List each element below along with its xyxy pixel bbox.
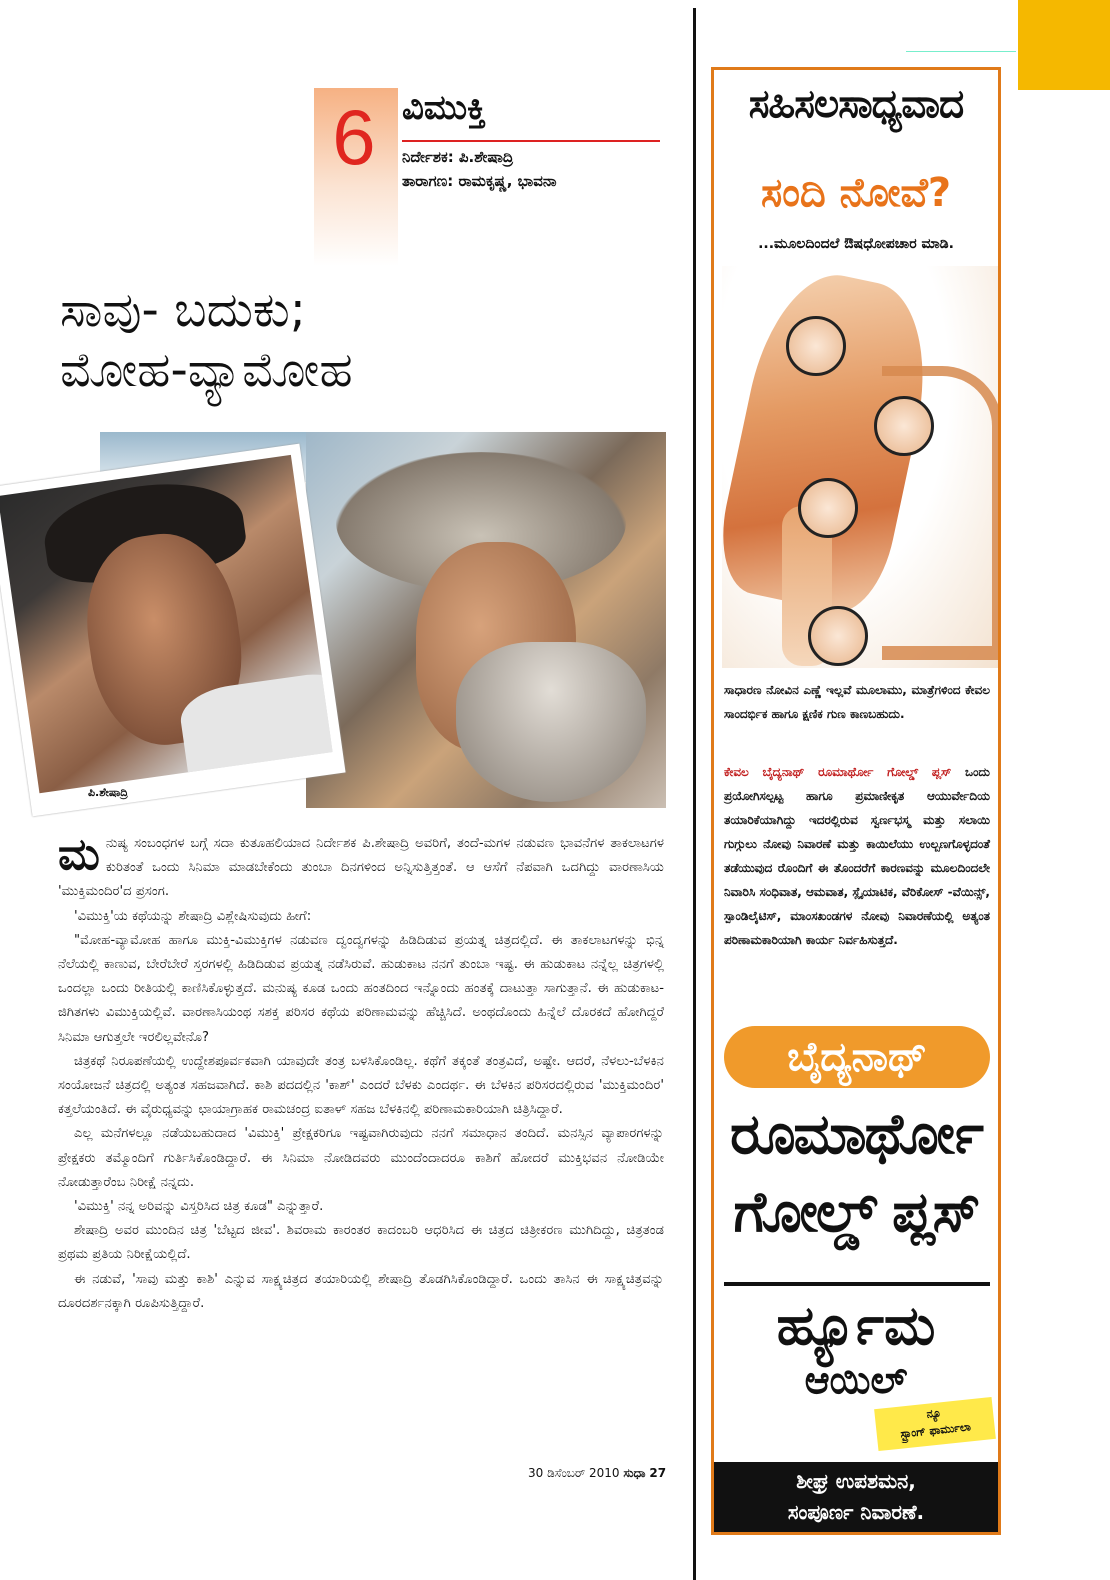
corner-tab bbox=[1018, 0, 1110, 90]
film-title: ವಿಮುಕ್ತಿ bbox=[402, 88, 486, 128]
ad-headline-2: ಸಂದಿ ನೋವೆ? bbox=[760, 170, 952, 216]
page-footer bbox=[528, 1466, 666, 1481]
paragraph-4: ಚಿತ್ರಕಥೆ ನಿರೂಪಣೆಯಲ್ಲಿ ಉದ್ದೇಶಪೂರ್ವಕವಾಗಿ ಯಾವುದೇ ತಂತ್ರ ಬಳಸಿಕೊಂಡಿಲ್ಲ. ಕಥೆಗೆ ತಕ್ಕಂತೆ ತಂತ್ರವಿದೆ, ಅಷ್ಟೇ. ಆದರೆ, ನೆಳಲು-ಬೆಳಕಿನ ಸಂಯೋಜನೆ ಚಿತ್ರದಲ್ಲಿ ಅತ್ಯಂತ ಸಹಜವಾಗಿದೆ. ಕಾಶಿ ಪದದಲ್ಲಿನ 'ಕಾಶ್' ಎಂದರೆ ಬೆಳಕು ಎಂದರ್ಥ. ಈ ಬೆಳಕಿನ ಪರಿಸರದಲ್ಲಿರುವ 'ಮುಕ್ತಿಮಂದಿರ' ಕತ್ತಲೆಯಂತಿದೆ. ಈ ವೈರುಧ್ಯವನ್ನು ಛಾಯಾಗ್ರಾಹಕ ರಾಮಚಂದ್ರ ಐತಾಳ್ ಸಹಜ ಬೆಳಕಿನಲ್ಲಿ ಪರಿಣಾಮಕಾರಿಯಾಗಿ ಚಿತ್ರಿಸಿದ್ದಾರೆ. bbox=[58, 1053, 664, 1118]
ad-paragraph-1: ಸಾಧಾರಣ ನೋವಿನ ಎಣ್ಣೆ ಇಲ್ಲವೆ ಮೂಲಾಮು, ಮಾತ್ರೆಗಳಿಂದ ಕೇವಲ ಸಾಂದರ್ಭಿಕ ಹಾಗೂ ಕ್ಷಣಿಕ ಗುಣ ಕಾಣಬಹುದು. bbox=[724, 683, 990, 721]
drop-cap: ಮ bbox=[58, 829, 100, 880]
corner-line bbox=[906, 51, 1016, 52]
footer-magazine: ಸುಧಾ bbox=[623, 1466, 646, 1480]
product-3-line-2: ಆಯಿಲ್ bbox=[804, 1358, 908, 1402]
joint-circle-icon bbox=[786, 316, 846, 376]
director-photo bbox=[0, 444, 346, 817]
ad-illustration bbox=[722, 266, 998, 668]
headline-line-1: ಸಾವು- ಬದುಕು; bbox=[60, 282, 306, 338]
column-divider bbox=[693, 8, 696, 1580]
ad-paragraph-2: ಕೇವಲ ಬೈದ್ಯನಾಥ್ ರೂಮಾರ್ಥೋ ಗೋಲ್ಡ್ ಪ್ಲಸ್ ಒಂದು ಪ್ರಯೋಗಿಸಲ್ಪಟ್ಟ ಹಾಗೂ ಪ್ರಮಾಣೀಕೃತ ಆಯುರ್ವೇದಿಯ ತಯಾರಿಕೆಯಾಗಿದ್ದು ಇದರಲ್ಲಿರುವ ಸ್ವರ್ಣಭಸ್ಮ ಮತ್ತು ಸಲಾಯಿ ಗುಗ್ಗುಲು ನೋವು ನಿವಾರಣೆ ಮತ್ತು ಕಾಯಿಲೆಯು ಉಲ್ಬಣಗೊಳ್ಳದಂತೆ ತಡೆಯುವುದ ರೊಂದಿಗೆ ಈ ತೊಂದರೆಗೆ ಕಾರಣವನ್ನು ಮೂಲದಿಂದಲೇ ನಿವಾರಿಸಿ ಸಂಧಿವಾತ, ಆಮವಾತ, ಸ್ಲೈಯಾಟಿಕ, ವೆರಿಕೋಸ್ -ವೆಯಿನ್ಸ್, ಸ್ಪಾಂಡಿಲೈಟಿಸ್, ಮಾಂಸಖಂಡಗಳ ನೋವು ನಿವಾರಣೆಯಲ್ಲಿ ಅತ್ಯಂತ ಪರಿಣಾಮಕಾರಿಯಾಗಿ ಕಾರ್ಯ ನಿರ್ವಹಿಸುತ್ತದೆ. bbox=[724, 765, 990, 947]
new-formula-sticker: ನ್ಯೂ ಸ್ಟ್ರಾಂಗ್ ಫಾರ್ಮುಲಾ bbox=[874, 1397, 996, 1451]
headline-line-2: ಮೋಹ-ವ್ಯಾಮೋಹ bbox=[60, 342, 353, 398]
ad-tagline: ...ಮೂಲದಿಂದಲೆ ಔಷಧೋಪಚಾರ ಮಾಡಿ. bbox=[758, 236, 954, 252]
ad-bottom-banner bbox=[714, 1462, 998, 1535]
product-3-line-1: ರ್ಹ್ಯೂಮ bbox=[776, 1294, 936, 1357]
footer-date: 30 ಡಿಸೆಂಬರ್ 2010 bbox=[528, 1466, 620, 1480]
cast-credit: ತಾರಾಗಣ: ರಾಮಕೃಷ್ಣ, ಭಾವನಾ bbox=[402, 172, 557, 190]
brand-logo: ಬೈದ್ಯನಾಥ್ bbox=[724, 1026, 990, 1088]
paragraph-6: 'ವಿಮುಕ್ತಿ' ನನ್ನ ಅರಿವನ್ನು ವಿಸ್ತರಿಸಿದ ಚಿತ್ರ ಕೂಡ" ಎನ್ನುತ್ತಾರೆ. bbox=[74, 1199, 324, 1215]
director-credit: ನಿರ್ದೇಶಕ: ಪಿ.ಶೇಷಾದ್ರಿ bbox=[402, 148, 514, 166]
advertisement bbox=[711, 67, 1001, 1535]
product-name-line-1: ರೂಮಾರ್ಥೋ bbox=[730, 1102, 982, 1167]
ad-headline-1: ಸಹಿಸಲಸಾಧ್ಯವಾದ bbox=[748, 82, 964, 127]
bottom-line-1: ಶೀಘ್ರ ಉಪಶಮನ, bbox=[796, 1469, 916, 1493]
paragraph-7: ಶೇಷಾದ್ರಿ ಅವರ ಮುಂದಿನ ಚಿತ್ರ 'ಬೆಟ್ಟದ ಜೀವ'. ಶಿವರಾಮ ಕಾರಂತರ ಕಾದಂಬರಿ ಆಧರಿಸಿದ ಈ ಚಿತ್ರದ ಚಿತ್ರೀಕರಣ ಮುಗಿದಿದ್ದು, ಚಿತ್ರತಂಡ ಪ್ರಥಮ ಪ್ರತಿಯ ನಿರೀಕ್ಷೆಯಲ್ಲಿದೆ. bbox=[58, 1223, 664, 1263]
actor-photo bbox=[306, 432, 666, 808]
product-name-line-2: ಗೋಲ್ಡ್ ಪ್ಲಸ್ bbox=[733, 1180, 979, 1245]
bottom-line-2: ಸಂಪೂರ್ಣ ನಿವಾರಣೆ. bbox=[787, 1500, 925, 1524]
joint-circle-icon bbox=[808, 606, 868, 666]
paragraph-5: ಎಲ್ಲ ಮನೆಗಳಲ್ಲೂ ನಡೆಯಬಹುದಾದ 'ವಿಮುಕ್ತಿ' ಪ್ರೇಕ್ಷಕರಿಗೂ ಇಷ್ಟವಾಗಿರುವುದು ನನಗೆ ಸಮಾಧಾನ ತಂದಿದೆ. ಮನಸ್ಸಿನ ವ್ಯಾಪಾರಗಳನ್ನು ಪ್ರೇಕ್ಷಕರು ತಮ್ಮೊಂದಿಗೆ ಗುರ್ತಿಸಿಕೊಂಡಿದ್ದಾರೆ. ಈ ಸಿನಿಮಾ ನೋಡಿದವರು ಮುಂದೆಂದಾದರೂ ಕಾಶಿಗೆ ಹೋದರೆ ಮುಕ್ತಿಭವನ ನೋಡಿಯೇ ನೋಡುತ್ತಾರೆಂಬ ನಿರೀಕ್ಷೆ ನನ್ನದು. bbox=[58, 1126, 664, 1190]
title-divider bbox=[402, 140, 660, 142]
article-body bbox=[58, 829, 664, 1316]
joint-circle-icon bbox=[798, 478, 858, 538]
paragraph-8: ಈ ನಡುವೆ, 'ಸಾವು ಮತ್ತು ಕಾಶಿ' ಎನ್ನುವ ಸಾಕ್ಷ್ಯಚಿತ್ರದ ತಯಾರಿಯಲ್ಲಿ ಶೇಷಾದ್ರಿ ತೊಡಗಿಸಿಕೊಂಡಿದ್ದಾರೆ. ಒಂದು ತಾಸಿನ ಈ ಸಾಕ್ಷ್ಯಚಿತ್ರವನ್ನು ದೂರದರ್ಶನಕ್ಕಾಗಿ ರೂಪಿಸುತ್ತಿದ್ದಾರೆ. bbox=[58, 1271, 664, 1311]
paragraph-3: "ಮೋಹ-ವ್ಯಾಮೋಹ ಹಾಗೂ ಮುಕ್ತಿ-ವಿಮುಕ್ತಿಗಳ ನಡುವಣ ದ್ವಂದ್ವಗಳನ್ನು ಹಿಡಿದಿಡುವ ಪ್ರಯತ್ನ ಚಿತ್ರದಲ್ಲಿದೆ. ಈ ತಾಕಲಾಟಗಳನ್ನು ಭಿನ್ನ ನೆಲೆಯಲ್ಲಿ ಕಾಣುವ, ಬೇರೆಬೇರೆ ಸ್ತರಗಳಲ್ಲಿ ಹಿಡಿದಿಡುವ ಪ್ರಯತ್ನ ನಡೆಸಿರುವೆ. ಹುಡುಕಾಟ ನನಗೆ ತುಂಬಾ ಇಷ್ಟ. ಈ ಹುಡುಕಾಟ ನನ್ನೆಲ್ಲ ಚಿತ್ರಗಳಲ್ಲಿ ಒಂದಲ್ಲಾ ಒಂದು ರೀತಿಯಲ್ಲಿ ಕಾಣಿಸಿಕೊಳ್ಳುತ್ತದೆ. ಮನುಷ್ಯ ಕೂಡ ಒಂದು ಹಂತದಿಂದ ಇನ್ನೊಂದು ಹಂತಕ್ಕೆ ದಾಟುತ್ತಾ ಸಾಗುತ್ತಾನೆ. ಈ ಹುಡುಕಾಟ-ಜಿಗಿತಗಳು ವಿಮುಕ್ತಿಯಲ್ಲಿವೆ. ವಾರಣಾಸಿಯಂಥ ಸಶಕ್ತ ಪರಿಸರ ಕಥೆಯ ಪರಿಣಾಮವನ್ನು ಹೆಚ್ಚಿಸಿದೆ. ಅಂಥದೊಂದು ಹಿನ್ನೆಲೆ ದೊರಕದೆ ಹೋಗಿದ್ದರೆ ಸಿನಿಮಾ ಆಗುತ್ತಲೇ ಇರಲಿಲ್ಲವೇನೊ? bbox=[58, 932, 664, 1045]
paragraph-2: 'ವಿಮುಕ್ತಿ'ಯ ಕಥೆಯನ್ನು ಶೇಷಾದ್ರಿ ವಿಶ್ಲೇಷಿಸುವುದು ಹೀಗೆ: bbox=[74, 908, 312, 924]
footer-page-number: 27 bbox=[649, 1466, 667, 1480]
ad-divider bbox=[724, 1282, 990, 1286]
photo-caption: ಪಿ.ಶೇಷಾದ್ರಿ bbox=[88, 786, 128, 799]
joint-circle-icon bbox=[874, 396, 934, 456]
rank-number: 6 bbox=[332, 93, 376, 181]
paragraph-1: ಮನುಷ್ಯ ಸಂಬಂಧಗಳ ಬಗ್ಗೆ ಸದಾ ಕುತೂಹಲಿಯಾದ ನಿರ್ದೇಶಕ ಪಿ.ಶೇಷಾದ್ರಿ ಅವರಿಗೆ, ತಂದೆ-ಮಗಳ ನಡುವಣ ಭಾವನೆಗಳ ತಾಕಲಾಟಗಳ ಕುರಿತಂತೆ ಒಂದು ಸಿನಿಮಾ ಮಾಡಬೇಕೆಂದು ತುಂಬಾ ದಿನಗಳಿಂದ ಅನ್ನಿಸುತ್ತಿತ್ತಂತೆ. ಆ ಆಸೆಗೆ ನೆಪವಾಗಿ ಒದಗಿದ್ದು ವಾರಣಾಸಿಯ 'ಮುಕ್ತಿಮಂದಿರ'ದ ಪ್ರಸಂಗ. bbox=[58, 829, 664, 900]
ad-highlight: ಕೇವಲ ಬೈದ್ಯನಾಥ್ ರೂಮಾರ್ಥೋ ಗೋಲ್ಡ್ ಪ್ಲಸ್ bbox=[724, 765, 952, 779]
